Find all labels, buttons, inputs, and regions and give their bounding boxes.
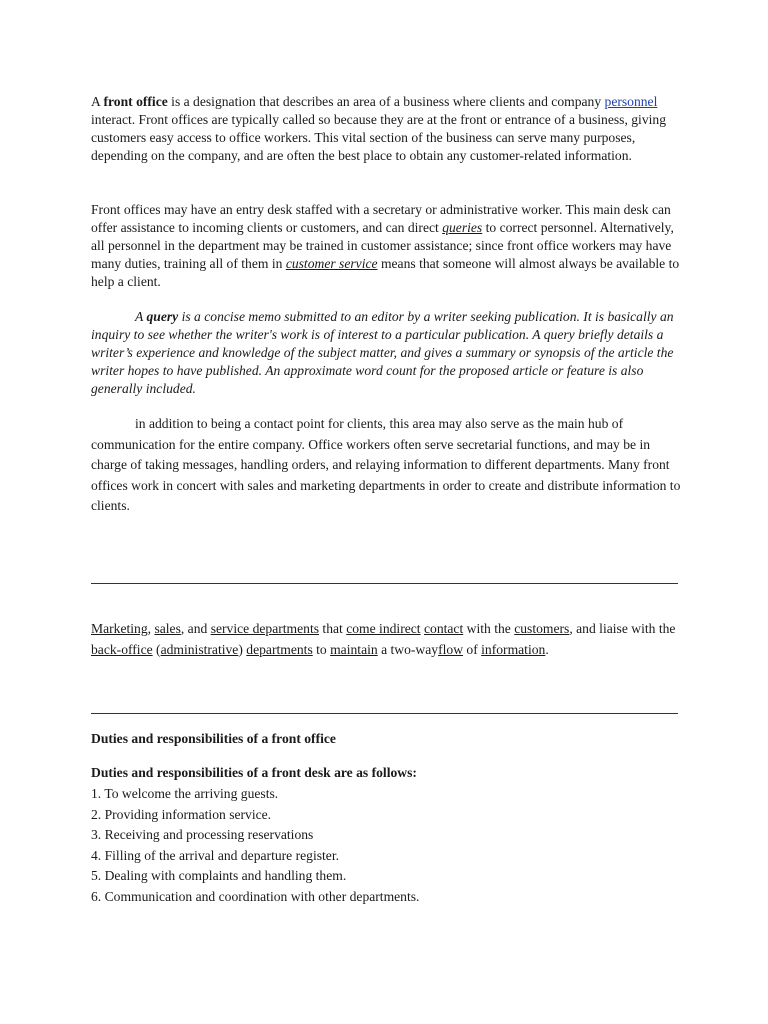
paragraph-entry-desk (91, 201, 681, 291)
text-run: interact. Front offices are typically called so because they are at the front or entrance of a business, giving customers easy access to office workers. This vital section of the business can serve many purposes, depending on the company, and are often the best place to obtain any customer-related information. (91, 112, 666, 163)
customer-service-link[interactable]: customer service (285, 256, 378, 271)
personnel-link[interactable]: personnel (604, 94, 658, 109)
horizontal-rule (91, 713, 678, 714)
marketing-link[interactable]: Marketing (91, 621, 148, 636)
maintain-link[interactable]: maintain (330, 641, 378, 657)
sales-link[interactable]: sales (154, 621, 181, 636)
list-item: 6. Communication and coordination with other departments. (91, 888, 420, 904)
list-heading: Duties and responsibilities of a front desk are as follows: (91, 765, 417, 780)
back-office-link[interactable]: back-office (91, 641, 153, 657)
text-run: means that someone will almost always be available to help a client. (91, 256, 680, 289)
text-run: A (135, 309, 147, 324)
text-run: in addition to being a contact point for clients, this area may also serve as the main hub of communication for the entire company. Office workers often serve secretarial functions, and may be in charge of taking messages, handling orders, and relaying information to different departments. Many front offices work in concert with sales and marketing departments in order to create and distribute information to clients. (91, 416, 681, 513)
queries-link[interactable]: queries (442, 220, 483, 235)
text-run: with the (463, 621, 515, 636)
paragraph-communication-hub (91, 414, 681, 517)
text-run: . (545, 641, 549, 657)
text-run: a two-way (377, 641, 439, 657)
text-run: to (312, 641, 331, 657)
text-run: , and (180, 621, 211, 636)
list-item: 5. Dealing with complaints and handling them. (91, 868, 347, 883)
text-run: that (319, 621, 347, 636)
list-item: 1. To welcome the arriving guests. (91, 786, 279, 801)
list-item: 4. Filling of the arrival and departure register. (91, 847, 340, 863)
contact-link[interactable]: contact (423, 621, 464, 636)
administrative-link[interactable]: administrative (160, 641, 239, 657)
text-run: to correct personnel. Alternatively, all personnel in the department may be trained in customer assistance; since front office workers may have many duties, training all of them in (91, 220, 674, 271)
paragraph-front-office-definition (91, 93, 681, 165)
paragraph-query-definition (91, 308, 681, 398)
text-run: of (463, 641, 482, 657)
flow-link[interactable]: flow (438, 641, 464, 657)
text-run: ) (238, 641, 247, 657)
service-departments-link[interactable]: service departments (210, 621, 320, 636)
section-heading: Duties and responsibilities of a front office (91, 731, 336, 746)
text-run: is a designation that describes an area of a business where clients and company (167, 94, 605, 109)
list-item: 2. Providing information service. (91, 806, 272, 822)
term-query: query (146, 309, 179, 324)
term-front-office: front office (103, 94, 168, 109)
horizontal-rule (91, 583, 678, 584)
text-run: , (147, 621, 155, 636)
departments-link[interactable]: departments (246, 641, 313, 657)
text-run: , and liaise with the (569, 621, 676, 636)
text-run: Front offices may have an entry desk staffed with a secretary or administrative worker. This main desk can offer assistance to incoming clients or customers, and can direct (91, 202, 671, 235)
text-run: is a concise memo submitted to an editor by a writer seeking publication. It is basically an inquiry to see whether the writer's work is of interest to a particular publication. A query briefly details a writer’s experience and knowledge of the subject matter, and gives a summary or synopsis of the article the writer hopes to have published. An approximate word count for the proposed article or feature is also generally included. (91, 309, 674, 396)
information-link[interactable]: information (481, 641, 546, 657)
paragraph-departments-flow (91, 619, 681, 660)
duties-list (91, 784, 681, 907)
list-item: 3. Receiving and processing reservations (91, 827, 314, 842)
text-run: ( (152, 641, 161, 657)
customers-link[interactable]: customers (514, 621, 570, 636)
text-run: A (91, 94, 104, 109)
come-indirect-link[interactable]: come indirect (346, 621, 421, 636)
